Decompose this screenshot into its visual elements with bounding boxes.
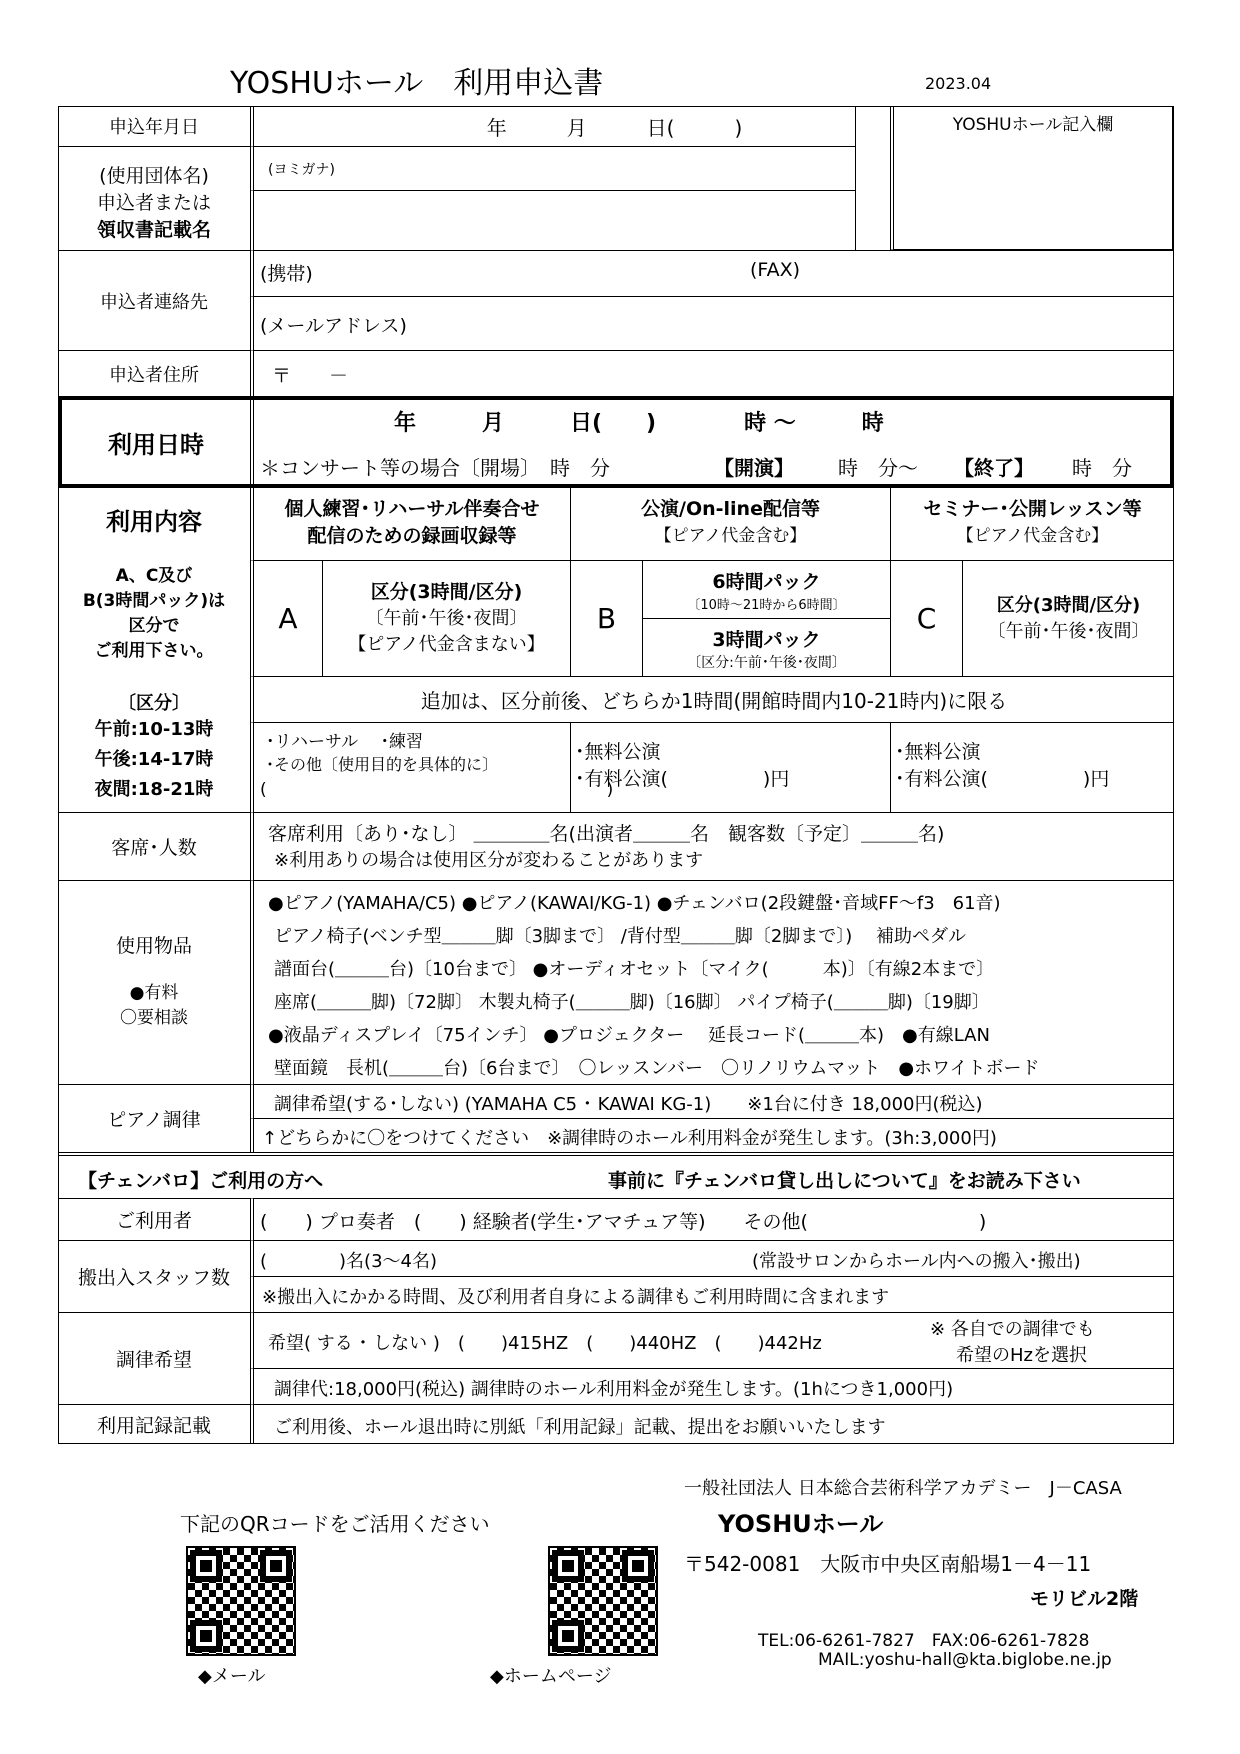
record-value: ご利用後、ホール退出時に別紙「利用記録」記載、提出をお願いいたします — [274, 1417, 886, 1438]
cembalo-user-value: ( ) プロ奏者 ( ) 経験者(学生･アマチュア等) その他( ) — [260, 1211, 987, 1233]
col-c-head-2: 【ピアノ代金含む】 — [956, 526, 1109, 546]
usage-note-2: B(3時間パック)は — [82, 591, 226, 611]
cembalo-heading: 【チェンバロ】ご利用の方へ — [78, 1170, 324, 1192]
fax-label: (FAX) — [750, 259, 801, 281]
staff-field[interactable] — [250, 1240, 1174, 1276]
equip-line2: ピアノ椅子(ベンチ型＿＿＿脚〔3脚まで〕 /背付型＿＿＿脚〔2脚まで〕) 補助ペダル — [274, 926, 967, 947]
qr-code-mail[interactable] — [186, 1546, 296, 1656]
a-desc-2: 〔午前･午後･夜間〕 — [365, 608, 528, 629]
equip-line3: 譜面台(＿＿＿台)〔10台まで〕 ●オーディオセット〔マイク( 本)〕〔有線2本まで〕 — [274, 959, 995, 980]
equip-line6: 壁面鏡 長机(＿＿＿台)〔6台まで〕 〇レッスンバー 〇リノリウムマット ●ホワイトボード — [274, 1058, 1040, 1079]
seats-line1: 客席利用〔あり･なし〕 ＿＿＿＿名(出演者＿＿＿名 観客数〔予定〕＿＿＿名) — [268, 823, 945, 845]
contact-label: 申込者連絡先 — [58, 250, 250, 350]
option-b-letter: B — [596, 602, 617, 635]
c-desc-2: 〔午前･午後･夜間〕 — [987, 621, 1150, 642]
legend-paid: ●有料 — [129, 983, 179, 1003]
b-opt-2: ･有料公演( )円 — [575, 768, 790, 790]
col-b-head-2: 【ピアノ代金含む】 — [654, 526, 807, 546]
staff-label: 搬出入スタッフ数 — [58, 1240, 250, 1312]
tuning-line1: 調律希望(する･しない) (YAMAHA C5 ･ KAWAI KG-1) ※1台に付き 18,000円(税込) — [274, 1094, 983, 1115]
qr-mail-label: ◆メール — [198, 1666, 266, 1687]
record-label: 利用記録記載 — [58, 1404, 250, 1444]
tune-fee-cell — [250, 1368, 1174, 1404]
usage-label-cell — [58, 488, 250, 812]
page-title: YOSHUホール 利用申込書 — [230, 66, 604, 101]
col-b-head-1: 公演/On-line配信等 — [641, 498, 820, 520]
c-purpose-cell[interactable] — [890, 722, 1174, 812]
a-desc-1: 区分(3時間/区分) — [370, 581, 523, 603]
b-pack6-note: 〔10時～21時から6時間〕 — [687, 598, 846, 613]
cembalo-user-label: ご利用者 — [58, 1198, 250, 1240]
usage-note-3: 区分で — [128, 616, 180, 636]
equipment-label: 使用物品 — [115, 935, 192, 957]
extra-note: 追加は、区分前後、どちらか1時間(開館時間内10-21時内)に限る — [250, 676, 1174, 722]
date-label: 申込年月日 — [109, 117, 199, 138]
cembalo-tune-label: 調律希望 — [58, 1312, 250, 1404]
cembalo-tune-field[interactable] — [250, 1312, 1174, 1368]
col-a-head-2: 配信のための録画収録等 — [307, 525, 517, 547]
qr-prompt: 下記のQRコードをご活用ください — [180, 1512, 490, 1536]
tune-line1: 希望( する ･ しない ) ( )415HZ ( )440HZ ( )442Hz — [268, 1333, 822, 1354]
cembalo-notice: 事前に『チェンバロ貸し出しについて』をお読み下さい — [608, 1170, 1081, 1192]
division-pm: 午後:14-17時 — [94, 749, 214, 770]
option-a-letter: A — [278, 602, 298, 635]
name-label-cell — [58, 146, 250, 250]
col-a-head — [250, 488, 570, 560]
c-desc-1: 区分(3時間/区分) — [996, 595, 1141, 616]
col-c-head-1: セミナー･公開レッスン等 — [923, 498, 1142, 520]
equipment-field[interactable] — [250, 880, 1174, 1084]
hall-box-label: YOSHUホール記入欄 — [952, 115, 1114, 135]
b-opt-1: ･無料公演 — [575, 741, 661, 763]
seats-label: 客席･人数 — [58, 812, 250, 880]
date-field[interactable] — [250, 106, 856, 146]
address-field[interactable] — [250, 350, 1174, 396]
datetime-line2-e: 時 分 — [1072, 456, 1132, 480]
tuning-line1-cell[interactable] — [250, 1084, 1174, 1118]
name-field[interactable] — [250, 190, 856, 250]
legend-consult: 〇要相談 — [120, 1008, 188, 1028]
usage-label: 利用内容 — [106, 508, 202, 536]
email-field[interactable] — [250, 296, 1174, 350]
hall-address-2: モリビル2階 — [1030, 1588, 1139, 1610]
col-a-head-1: 個人練習･リハーサル伴奏合せ — [284, 498, 540, 520]
staff-note-cell — [250, 1276, 1174, 1312]
usage-note-4: ご利用下さい。 — [94, 641, 214, 661]
furigana-label: (ヨミガナ) — [268, 162, 335, 178]
option-a-desc — [322, 560, 570, 676]
record-cell — [250, 1404, 1174, 1444]
datetime-line2-a: ＊コンサート等の場合〔開場〕 時 分 — [260, 456, 610, 480]
date-value: 年 月 日( ) — [486, 116, 743, 140]
email-label: (メールアドレス) — [260, 315, 407, 337]
division-night: 夜間:18-21時 — [94, 779, 214, 800]
option-b-pack3[interactable] — [642, 618, 890, 676]
datetime-line2-b: 【開演】 — [714, 456, 794, 480]
division-am: 午前:10-13時 — [94, 719, 214, 740]
datetime-line1: 年 月 日( ) 時 ～ 時 — [394, 411, 884, 436]
name-label-2: 申込者または — [96, 192, 211, 214]
option-b-pack6[interactable] — [642, 560, 890, 618]
staff-line1: ( )名(3～4名) — [260, 1251, 437, 1272]
a-opt-2: ･その他〔使用目的を具体的に〕 — [266, 755, 499, 774]
b-pack6: 6時間パック — [712, 571, 821, 593]
a-purpose-cell[interactable] — [250, 722, 614, 812]
tuning-line2-cell — [250, 1118, 1174, 1152]
col-c-head — [890, 488, 1174, 560]
c-opt-2: ･有料公演( )円 — [895, 768, 1110, 790]
tuning-line2: ↑どちらかに〇をつけてください ※調律時のホール利用料金が発生します。(3h:3,000円) — [262, 1128, 997, 1149]
tuning-label: ピアノ調律 — [58, 1084, 250, 1152]
cembalo-user-field[interactable] — [250, 1198, 1174, 1240]
datetime-line2-d: 【終了】 — [954, 456, 1034, 480]
a-opt-1: ･リハーサル ･練習 — [266, 732, 424, 752]
hall-address-1: 〒542-0081 大阪市中央区南船場1－4－11 — [684, 1552, 1092, 1576]
a-opt-3: ( ) — [260, 780, 614, 800]
hall-name: YOSHUホール — [718, 1510, 884, 1538]
address-value: 〒 － — [272, 365, 349, 387]
equip-line5: ●液晶ディスプレイ〔75インチ〕 ●プロジェクター 延長コード(＿＿＿本) ●有線LAN — [268, 1025, 990, 1046]
c-opt-1: ･無料公演 — [895, 741, 981, 763]
option-b-cell[interactable] — [570, 560, 642, 676]
tune-note-2: 希望のHzを選択 — [956, 1345, 1087, 1366]
seats-line2: ※利用ありの場合は使用区分が変わることがあります — [274, 850, 704, 871]
name-label-3: 領収書記載名 — [96, 219, 211, 241]
qr-code-homepage[interactable] — [548, 1546, 658, 1656]
version-label: 2023.04 — [925, 74, 992, 93]
usage-note-1: A、C及び — [115, 566, 193, 586]
b-pack3-note: 〔区分:午前･午後･夜間〕 — [687, 655, 846, 671]
equipment-label-cell — [58, 880, 250, 1084]
org-name: 一般社団法人 日本総合芸術科学アカデミー J－CASA — [684, 1478, 1122, 1499]
hall-mail: MAIL:yoshu-hall@kta.biglobe.ne.jp — [818, 1650, 1112, 1670]
seats-field[interactable] — [250, 812, 1174, 880]
tune-line2: 調律代:18,000円(税込) 調律時のホール利用料金が発生します。(1hにつき1,000円) — [274, 1379, 954, 1400]
furigana-field[interactable] — [250, 146, 856, 190]
b-pack3: 3時間パック — [712, 629, 821, 651]
datetime-line2-c: 時 分～ — [838, 456, 918, 480]
option-a-cell[interactable] — [250, 560, 322, 676]
option-c-desc — [962, 560, 1174, 676]
address-label: 申込者住所 — [58, 350, 250, 396]
name-label-1: (使用団体名) — [99, 165, 209, 187]
option-c-letter: C — [916, 602, 937, 635]
staff-line1-right: (常設サロンからホール内への搬入･搬出) — [752, 1251, 1081, 1272]
datetime-label: 利用日時 — [108, 430, 204, 459]
division-title: 〔区分〕 — [118, 693, 190, 714]
option-c-cell[interactable] — [890, 560, 962, 676]
b-purpose-cell[interactable] — [570, 722, 890, 812]
mobile-label: (携帯) — [260, 263, 313, 285]
qr-homepage-label: ◆ホームページ — [490, 1666, 612, 1687]
col-b-head — [570, 488, 890, 560]
datetime-field[interactable] — [250, 400, 1170, 484]
equip-line4: 座席(＿＿＿脚)〔72脚〕 木製丸椅子(＿＿＿脚)〔16脚〕 パイプ椅子(＿＿＿脚)〔19脚〕 — [274, 992, 990, 1013]
mobile-field[interactable] — [250, 250, 1174, 296]
a-desc-3: 【ピアノ代金含まない】 — [348, 634, 545, 655]
staff-line2: ※搬出入にかかる時間、及び利用者自身による調律もご利用時間に含まれます — [262, 1287, 890, 1308]
tune-note-1: ※ 各自での調律でも — [930, 1319, 1095, 1340]
hall-tel-fax: TEL:06-6261-7827 FAX:06-6261-7828 — [758, 1631, 1090, 1651]
cembalo-heading-row — [58, 1152, 1174, 1198]
equip-line1: ●ピアノ(YAMAHA/C5) ●ピアノ(KAWAI/KG-1) ●チェンバロ(2段鍵盤･音域FF～f3 61音) — [268, 893, 1001, 914]
